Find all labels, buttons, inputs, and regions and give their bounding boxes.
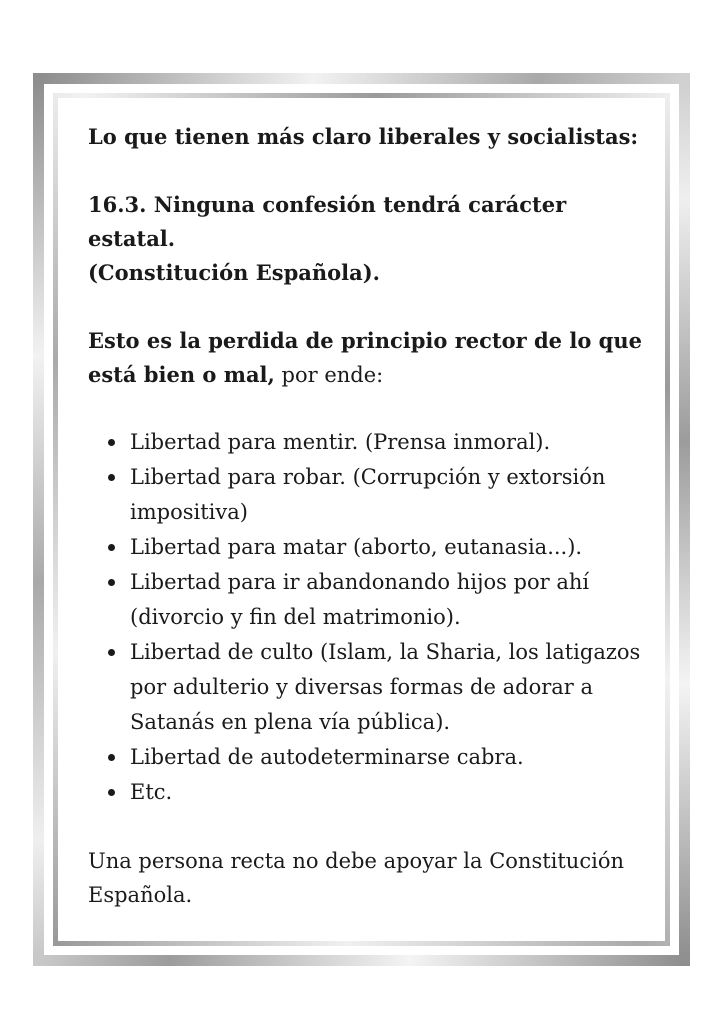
- list-item: [130, 740, 644, 775]
- list-item: [130, 635, 644, 740]
- thesis-bold-text: Esto es la perdida de principio rector de lo que está bien o mal,: [88, 328, 642, 387]
- bullet-icon: [108, 649, 115, 656]
- freedoms-list: [88, 425, 644, 810]
- thesis-paragraph: [88, 324, 644, 392]
- list-item: [130, 530, 644, 565]
- bullet-icon: [108, 439, 115, 446]
- list-item-text: Libertad para ir abandonando hijos por ahí (divorcio y fin del matrimonio).: [130, 570, 590, 629]
- bullet-icon: [108, 754, 115, 761]
- list-item-text: Etc.: [130, 780, 173, 804]
- list-item: [130, 460, 644, 530]
- bullet-icon: [108, 789, 115, 796]
- list-item-text: Libertad para robar. (Corrupción y extorsión impositiva): [130, 465, 606, 524]
- list-item: [130, 425, 644, 460]
- thesis-regular-text: por ende:: [274, 363, 384, 387]
- list-item: [130, 775, 644, 810]
- article-quote-line2: (Constitución Española).: [88, 260, 380, 285]
- list-item-text: Libertad de autodeterminarse cabra.: [130, 745, 524, 769]
- conclusion-paragraph: Una persona recta no debe apoyar la Constitución Española.: [88, 849, 624, 907]
- bullet-icon: [108, 544, 115, 551]
- bullet-icon: [108, 474, 115, 481]
- list-item-text: Libertad para matar (aborto, eutanasia...).: [130, 535, 583, 559]
- document-body: [88, 120, 644, 912]
- document-title: Lo que tienen más claro liberales y socialistas:: [88, 124, 639, 149]
- list-item-text: Libertad para mentir. (Prensa inmoral).: [130, 430, 551, 454]
- list-item-text: Libertad de culto (Islam, la Sharia, los latigazos por adulterio y diversas formas de adorar a Satanás en plena vía pública).: [130, 640, 641, 734]
- bullet-icon: [108, 579, 115, 586]
- article-quote-line1: 16.3. Ninguna confesión tendrá carácter estatal.: [88, 192, 567, 251]
- list-item: [130, 565, 644, 635]
